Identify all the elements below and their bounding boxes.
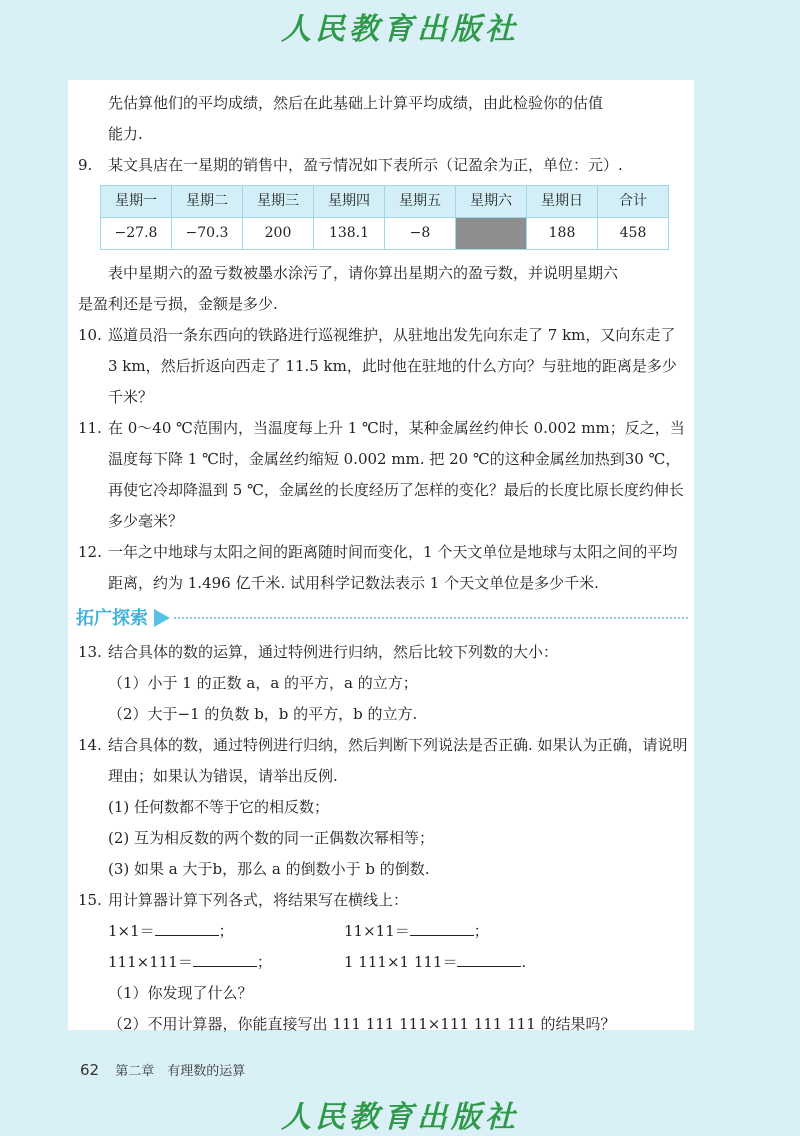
header-sat: 星期六 xyxy=(456,186,527,218)
header-fri: 星期五 xyxy=(385,186,456,218)
header-tue: 星期二 xyxy=(172,186,243,218)
q15-expr1-text: 1×1＝ xyxy=(108,922,155,940)
q13-sub1: （1）小于 1 的正数 a，a 的平方，a 的立方； xyxy=(108,674,418,692)
sales-table xyxy=(100,185,669,250)
page-content xyxy=(78,88,688,1040)
q9-text: 某文具店在一星期的销售中，盈亏情况如下表所示（记盈余为正，单位：元）. xyxy=(108,156,623,174)
q13-text: 结合具体的数的运算，通过特例进行归纳，然后比较下列数的大小： xyxy=(108,643,559,661)
header-thu: 星期四 xyxy=(314,186,385,218)
sales-table-value-row xyxy=(101,218,669,250)
header-mon: 星期一 xyxy=(101,186,172,218)
q15-sub2: （2）不用计算器，你能直接写出 111 111 111×111 111 111 的结果吗？ xyxy=(108,1015,616,1033)
value-mon: −27.8 xyxy=(101,218,172,250)
value-fri: −8 xyxy=(385,218,456,250)
value-thu: 138.1 xyxy=(314,218,385,250)
q9-after-line2: 是盈利还是亏损，金额是多少. xyxy=(78,295,278,313)
triangle-arrow-icon xyxy=(154,609,170,627)
page-footer xyxy=(80,1060,245,1079)
question-11 xyxy=(78,413,688,537)
value-wed: 200 xyxy=(243,218,314,250)
q9-after-line1: 表中星期六的盈亏数被墨水涂污了，请你算出星期六的盈亏数，并说明星期六 xyxy=(108,264,619,282)
question-13 xyxy=(78,637,688,668)
q12-text: 一年之中地球与太阳之间的距离随时间而变化，1 个天文单位是地球与太阳之间的平均距离，约为 1.496 亿千米. 试用科学记数法表示 1 个天文单位是多少千米. xyxy=(108,543,678,592)
q15-blanks-row2 xyxy=(78,947,688,978)
top-text-line1: 先估算他们的平均成绩，然后在此基础上计算平均成绩，由此检验你的估值 xyxy=(108,94,604,112)
header-total: 合计 xyxy=(598,186,669,218)
header-wed: 星期三 xyxy=(243,186,314,218)
q15-expr2-end: ； xyxy=(473,922,489,940)
page-number: 62 xyxy=(80,1061,100,1079)
section-header-extension xyxy=(76,601,688,635)
dotted-divider xyxy=(174,617,688,619)
answer-blank-3 xyxy=(193,948,257,967)
q14-sub3: (3) 如果 a 大于b，那么 a 的倒数小于 b 的倒数. xyxy=(108,860,430,878)
chapter-title: 第二章 有理数的运算 xyxy=(115,1064,246,1079)
q12-number: 12. xyxy=(78,543,102,561)
answer-blank-4 xyxy=(457,948,521,967)
section-title: 拓广探索 xyxy=(76,607,148,629)
q15-expr1 xyxy=(108,916,344,947)
q10-text: 巡道员沿一条东西向的铁路进行巡视维护，从驻地出发先向东走了 7 km，又向东走了 3 km，然后折返向西走了 11.5 km，此时他在驻地的什么方向？与驻地的距离是多少千米？ xyxy=(108,326,677,406)
q15-expr3-text: 111×111＝ xyxy=(108,953,193,971)
q11-number: 11. xyxy=(78,419,102,437)
q15-expr3-end: ； xyxy=(256,953,272,971)
top-text-line2: 能力. xyxy=(108,125,143,143)
q15-text: 用计算器计算下列各式，将结果写在横线上： xyxy=(108,891,409,909)
question-14 xyxy=(78,730,688,792)
q15-expr4-end: . xyxy=(521,953,527,971)
q10-number: 10. xyxy=(78,326,102,344)
value-total: 458 xyxy=(598,218,669,250)
question-10 xyxy=(78,320,688,413)
q14-sub2: (2) 互为相反数的两个数的同一正偶数次幂相等； xyxy=(108,829,435,847)
q15-expr4 xyxy=(344,947,580,978)
q14-text: 结合具体的数，通过特例进行归纳，然后判断下列说法是否正确. 如果认为正确，请说明理由；如果认为错误，请举出反例. xyxy=(108,736,688,785)
publisher-logo-bottom: 人民教育出版社 xyxy=(281,1100,519,1135)
q15-expr1-end: ； xyxy=(218,922,234,940)
answer-blank-1 xyxy=(155,917,219,936)
publisher-logo-top: 人民教育出版社 xyxy=(281,12,519,47)
question-9 xyxy=(78,150,688,181)
value-tue: −70.3 xyxy=(172,218,243,250)
q15-expr2 xyxy=(344,916,580,947)
q14-number: 14. xyxy=(78,736,102,754)
q15-expr2-text: 11×11＝ xyxy=(344,922,410,940)
value-sat-ink-blot xyxy=(456,218,527,250)
q15-expr4-text: 1 111×1 111＝ xyxy=(344,953,458,971)
sales-table-header-row xyxy=(101,186,669,218)
value-sun: 188 xyxy=(527,218,598,250)
q9-number: 9. xyxy=(78,156,93,174)
q13-sub2: （2）大于−1 的负数 b，b 的平方，b 的立方. xyxy=(108,705,418,723)
q15-expr3 xyxy=(108,947,344,978)
q15-number: 15. xyxy=(78,891,102,909)
q13-number: 13. xyxy=(78,643,102,661)
q11-text: 在 0～40 ℃范围内，当温度每上升 1 ℃时，某种金属丝约伸长 0.002 mm；反之，当温度每下降 1 ℃时，金属丝约缩短 0.002 mm. 把 20 ℃的这种金属丝加热到30 ℃，再使它冷却降温到 5 ℃，金属丝的长度经历了怎样的变化？最后的长度比原长度约伸长多少毫米？ xyxy=(108,419,685,530)
q15-sub1: （1）你发现了什么？ xyxy=(108,984,253,1002)
question-15 xyxy=(78,885,688,916)
question-12 xyxy=(78,537,688,599)
q15-blanks-row1 xyxy=(78,916,688,947)
q14-sub1: (1) 任何数都不等于它的相反数； xyxy=(108,798,330,816)
answer-blank-2 xyxy=(410,917,474,936)
header-sun: 星期日 xyxy=(527,186,598,218)
